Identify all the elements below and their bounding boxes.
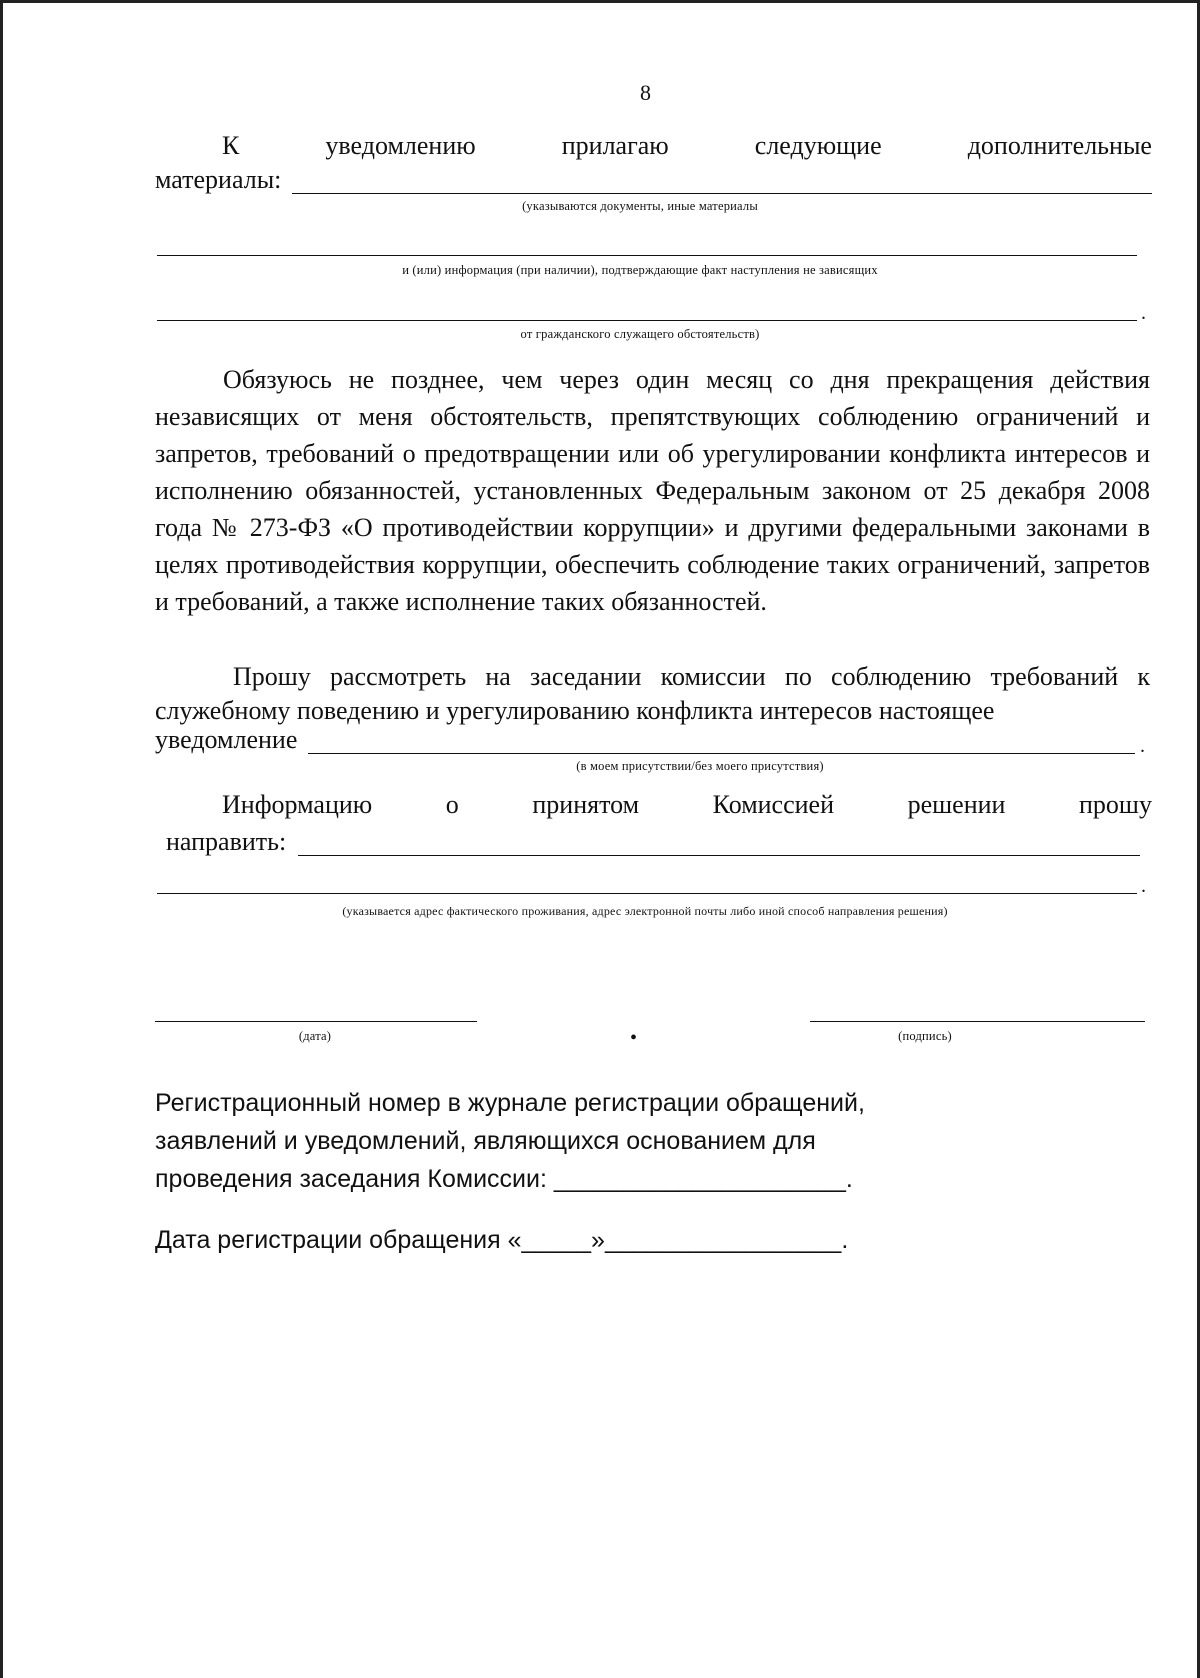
materials-word: следующие <box>754 131 882 160</box>
info-word: решении <box>907 790 1006 819</box>
materials-caption-2: и (или) информация (при наличии), подтверждающие факт наступления не зависящих <box>402 263 878 277</box>
scan-border-left <box>0 0 3 1678</box>
materials-blank-line-3 <box>157 320 1137 321</box>
materials-label: материалы: <box>155 165 282 194</box>
request-blank-line <box>308 753 1135 754</box>
info-blank-line-1 <box>298 855 1140 856</box>
signature-caption: (подпись) <box>898 1029 952 1043</box>
date-caption: (дата) <box>298 1029 332 1043</box>
info-word: принятом <box>532 790 640 819</box>
info-word: прошу <box>1079 790 1152 819</box>
registration-label: проведения заседания Комиссии: <box>155 1165 547 1193</box>
materials-word: дополнительные <box>967 131 1152 160</box>
registration-line-3 <box>155 1165 853 1194</box>
materials-word: уведомлению <box>325 131 476 160</box>
request-paragraph: Прошу рассмотреть на заседании комиссии по соблюдению требований к служебному поведению и урегулированию конфликта интересов настоящее <box>155 662 1150 725</box>
request-label: уведомление <box>155 725 298 754</box>
request-caption: (в моем присутствии/без моего присутствия) <box>576 759 824 773</box>
registration-line-1: Регистрационный номер в журнале регистрации обращений, <box>155 1089 865 1117</box>
info-word: Информацию <box>222 790 373 819</box>
materials-word: прилагаю <box>561 131 669 160</box>
materials-caption-3: от гражданского служащего обстоятельств) <box>520 327 760 341</box>
materials-caption-1: (указываются документы, иные материалы <box>522 199 758 213</box>
materials-word: К <box>222 131 240 160</box>
registration-number-blank: _____________________. <box>553 1165 853 1193</box>
materials-blank-line-1 <box>292 193 1152 194</box>
registration-line-2: заявлений и уведомлений, являющихся основанием для <box>155 1127 816 1155</box>
scan-border-top <box>0 0 1200 3</box>
info-caption: (указывается адрес фактического проживания, адрес электронной почты либо иной способ направления решения) <box>342 904 948 918</box>
info-word: о <box>445 790 459 819</box>
materials-blank-line-2 <box>157 255 1137 256</box>
materials-heading-line <box>222 131 1152 161</box>
bullet: • <box>630 1027 638 1049</box>
obligation-paragraph: Обязуюсь не позднее, чем через один месяц со дня прекращения действия независящих от меня обстоятельств, препятствующих соблюдению ограничений и запретов, требований о предотвращении или об урегулировании конфликта интересов и исполнению обязанностей, установленных Федеральным законом от 25 декабря 2008 года № 273-ФЗ «О противодействии коррупции» и другими федеральными законами в целях противодействия коррупции, обеспечить соблюдение таких ограничений, запретов и требований, а также исполнение таких обязанностей. <box>155 365 1150 616</box>
document-page: 8 К уведомлению прилагаю следующие дополнительные материалы: (указываются документы, иные материалы и (или) информация (при наличии), подтверждающие факт наступления не зависящих . от гражданского служащего обстоятельств) Обязуюсь не позднее, чем через один месяц со дня прекращения действия независящих от меня обстоятельств, препятствующих соблюдению ограничений и запретов, требований о предотвращении или об урегулировании конфликта интересов и исполнению обязанностей, установленных Федеральным законом от 25 декабря 2008 года № 273-ФЗ «О противодействии коррупции» и другими федеральными законами в целях противодействия коррупции, обеспечить соблюдение таких ограничений, запретов и требований, а также исполнение таких обязанностей. Прошу рассмотреть на заседании комиссии по соблюдению требований к служебному поведению и урегулированию конфликта интересов настоящее уведомление . (в моем присутствии/без моего присутствия) Информацию о принятом Комиссией решении прошу направить: . (указывается адрес фактического проживания, адрес электронной почты либо иной способ направления решения) (дата) • (подпись) Регистрационный номер в журнале регистрации обращений, заявлений и уведомлений, являющихся основанием для проведения заседания Комиссии: _____________________. Дата регистрации обращения «_____»_________________. <box>0 0 1200 1678</box>
info-heading-line <box>222 790 1152 820</box>
info-blank-line-2 <box>157 893 1137 894</box>
info-word: Комиссией <box>712 790 835 819</box>
registration-date: Дата регистрации обращения «_____»_________________. <box>155 1226 849 1254</box>
info-label: направить: <box>166 827 287 856</box>
signature-line <box>810 1021 1145 1022</box>
page-number: 8 <box>640 80 651 105</box>
date-line <box>155 1021 477 1022</box>
